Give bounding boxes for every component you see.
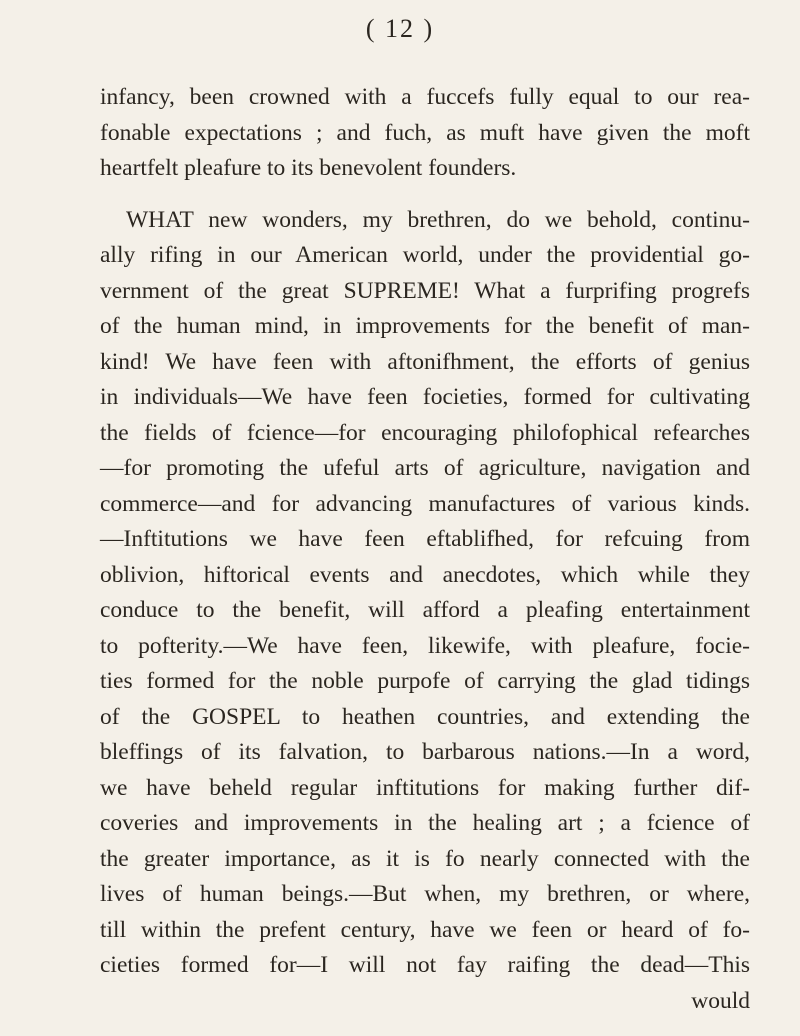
text-line: vernment of the great SUPREME! What a furprifing progrefs — [100, 277, 750, 304]
text-line: cieties formed for—I will not fay raifing the dead—This — [100, 952, 750, 978]
text-line: —Inftitutions we have feen eftablifhed, for refcuing from — [100, 526, 750, 552]
text-line: commerce—and for advancing manufactures of various kinds. — [100, 490, 750, 517]
text-line: oblivion, hiftorical events and anecdotes, which while they — [100, 561, 750, 588]
text-line: —for promoting the ufeful arts of agriculture, navigation and — [100, 455, 750, 481]
text-line: in individuals—We have feen focieties, formed for cultivating — [100, 384, 750, 410]
body-text — [100, 80, 750, 1019]
text-line: the fields of fcience—for encouraging philofophical refearches — [100, 419, 750, 446]
text-line: infancy, been crowned with a fuccefs fully equal to our rea- — [100, 84, 750, 110]
text-line: of the human mind, in improvements for the benefit of man- — [100, 313, 750, 339]
text-line: fonable expectations ; and fuch, as muft have given the moft — [100, 119, 750, 146]
text-line: kind! We have feen with aftonifhment, the efforts of genius — [100, 348, 750, 375]
text-line: WHAT new wonders, my brethren, do we behold, continu- — [126, 206, 750, 233]
text-line: conduce to the benefit, will afford a pleafing entertainment — [100, 597, 750, 623]
text-line: to pofterity.—We have feen, likewife, with pleafure, focie- — [100, 632, 750, 659]
text-line: coveries and improvements in the healing art ; a fcience of — [100, 810, 750, 836]
text-line: till within the prefent century, have we feen or heard of fo- — [100, 916, 750, 943]
catchword: would — [691, 987, 750, 1014]
text-line: ties formed for the noble purpofe of carrying the glad tidings — [100, 668, 750, 694]
text-line: we have beheld regular inftitutions for making further dif- — [100, 774, 750, 801]
text-line: lives of human beings.—But when, my brethren, or where, — [100, 881, 750, 907]
page-number: ( 12 ) — [365, 14, 435, 43]
text-line: the greater importance, as it is fo nearly connected with the — [100, 845, 750, 872]
text-line: ally rifing in our American world, under the providential go- — [100, 242, 750, 268]
text-line: heartfelt pleafure to its benevolent founders. — [100, 155, 517, 181]
text-line: bleffings of its falvation, to barbarous nations.—In a word, — [100, 739, 750, 765]
text-line: of the GOSPEL to heathen countries, and extending the — [100, 703, 750, 730]
